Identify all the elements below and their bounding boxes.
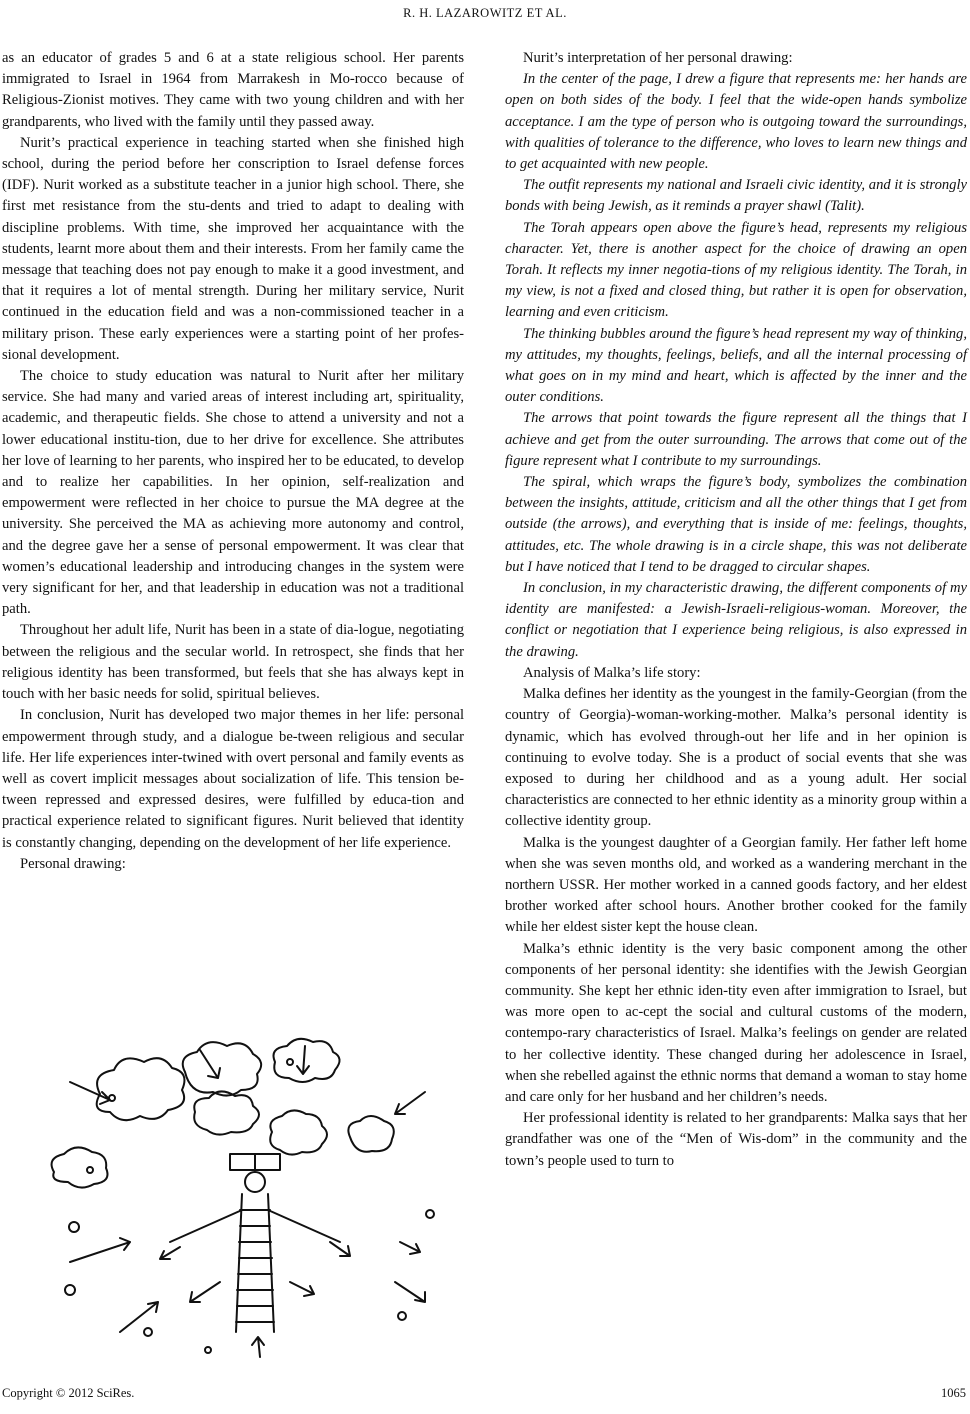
running-header: R. H. LAZAROWITZ ET AL. xyxy=(403,6,567,20)
right-paragraph: Analysis of Malka’s life story: xyxy=(523,664,701,681)
spiral-body xyxy=(236,1194,274,1332)
left-paragraph: Nurit’s practical experience in teaching started when she finished high school, during the period before her conscription to Israel defense forces (IDF). Nurit worked as a substitute teacher in a junior high school. There, she first met resistance from the stu-dents and tried to adapt to dealing with discipline problems. With time, she improved her acquaintance with the students, learnt more about them and their interests. From her family came the message that teaching does not pay enough to make it a good investment, and that it requires a lot of mental strength. During her military service, Nurit continued in the education field and was a non-commissioned teacher in a military prison. These early experiences were a starting point of her profes-sional development. xyxy=(2,134,464,363)
right-column xyxy=(505,48,967,1172)
thought-bubble xyxy=(348,1116,393,1152)
left-column xyxy=(2,48,464,875)
right-paragraph: In the center of the page, I drew a figure that represents me: her hands are open on both sides of the body. I feel that the wide-open hands symbolize acceptance. I am the type of person who is outgoing toward the surroundings, with qualities of tolerance to the difference, who loves to learn new things and to get acquainted with new people. xyxy=(505,71,967,173)
right-paragraph: Malka is the youngest daughter of a Georgian family. Her father left home when she was seven months old, and worked as a wandering merchant in the northern USSR. Her mother worked in a canned goods factory, and her eldest brother worked after school hours. Another brother cooked for the family while her eldest sister kept the house clean. xyxy=(505,834,967,936)
right-paragraph: The outfit represents my national and Israeli civic identity, and it is strongly bonds with being Jewish, as it reminds a prayer shawl (Talit). xyxy=(505,177,967,215)
left-paragraph: In conclusion, Nurit has developed two major themes in her life: personal empowerment through study, and a dialogue be-tween religious and secular life. Her life experiences inter-twined with overt personal and family events as well as covert implicit messages about socialization of life. This tension be-tween repressed and expressed desires, were fulfilled by educa-tion and practical experience related to significant figures. Nurit believed that identity is constantly changing, depending on the development of her life experience. xyxy=(2,707,464,851)
thought-bubble xyxy=(183,1042,261,1095)
figure-head xyxy=(245,1172,265,1192)
thought-bubble xyxy=(52,1147,108,1187)
left-paragraph: Throughout her adult life, Nurit has been in a state of dia-logue, negotiating between the religious and the secular world. In retrospect, she finds that her religious identity has been transformed, but feels that she has always kept in touch with her basic needs for solid, spiritual believes. xyxy=(2,622,464,703)
thought-bubble xyxy=(270,1110,327,1154)
right-arm xyxy=(268,1210,340,1242)
thought-bubble xyxy=(274,1039,340,1082)
left-paragraph: as an educator of grades 5 and 6 at a state religious school. Her parents immigrated to Israel in 1964 from Marrakesh in Mo-rocco because of Religious-Zionist motives. They came with two young children and with her grandparents, who lived with the family until they passed away. xyxy=(2,50,464,130)
right-paragraph: The Torah appears open above the figure’s head, represents my religious character. Yet, there is another aspect for the choice of drawing an open Torah. It reflects my inner negotia-tions of my religious identity. The Torah, in my view, is not a fixed and closed thing, but rather it is open for observation, learning and even criticism. xyxy=(505,219,967,321)
right-paragraph: The thinking bubbles around the figure’s head represent my way of thinking, my attitudes, my thoughts, feelings, beliefs, and all the internal processing of what goes on in my mind and heart, which is affected by the inner and the outer conditions. xyxy=(505,325,967,406)
left-arm xyxy=(170,1210,242,1242)
page-number: 1065 xyxy=(941,1386,966,1400)
arrows xyxy=(70,1046,425,1357)
right-paragraph: The arrows that point towards the figure represent all the things that I achieve and get from the outer surrounding. The arrows that come out of the figure represent what I contribute to my surroundings. xyxy=(505,410,967,469)
personal-drawing xyxy=(30,1032,450,1362)
right-paragraph: Malka’s ethnic identity is the very basic component among the other components of her personal identity: she identifies with the Jewish Georgian community. She kept her ethnic iden-tity even after immigration to Israel, but was more open to ac-cept the social and cultural customs of the modern, contempo-rary characteristics of Israel. Malka’s feelings on gender are related to her collective identity. These changed during her adolescence in Israel, when she rebelled against the ethnic norms that demand a woman to stay home and care only for her husband and her children’s needs. xyxy=(505,940,967,1105)
right-paragraph: Her professional identity is related to her grandparents: Malka says that her grandfather was one of the “Men of Wis-dom” in the community and the town’s people used to turn to xyxy=(505,1110,967,1169)
thought-bubble xyxy=(194,1091,259,1134)
left-paragraph: The choice to study education was natural to Nurit after her military service. She had many and varied areas of interest including art, spirituality, academic, and therapeutic fields. She chose to attend a university and not a lower educational institu-tion, due to her drive for excellence. She attributes her love of learning to her parents, who inspired her to be educated, to develop and to realize her capabilities. In her opinion, self-realization and empowerment were reflected in her choice to pursue the MA degree at the university. She perceived the MA as achieving more autonomy and control, and the degree gave her a sense of personal empowerment. It was clear that women’s educational leadership and introducing changes in the system were very significant for her, and that leadership in education was not a traditional path. xyxy=(2,368,464,618)
copyright-notice: Copyright © 2012 SciRes. xyxy=(2,1386,135,1400)
right-paragraph: Malka defines her identity as the youngest in the family-Georgian (from the country of Georgia)-woman-working-mother. Malka’s personal identity is dynamic, which has evolved through-out her life and in her opinion is continuing to evolve today. She is a product of social events that she was exposed to during her childhood and as a young adult. Her social characteristics are connected to her ethnic identity as a minority group within a collective identity group. xyxy=(505,686,967,830)
left-paragraph: Personal drawing: xyxy=(20,855,126,872)
right-paragraph: The spiral, which wraps the figure’s body, symbolizes the combination between the insights, attitude, criticism and all the other things that I get from outside (the arrows), and everything that is inside of me: feelings, thoughts, attitudes, etc. The whole drawing is in a circle shape, this was not deliberate but I have noticed that I tend to be dragged to circular shapes. xyxy=(505,474,967,575)
thought-bubble xyxy=(97,1058,185,1120)
right-paragraph: Nurit’s interpretation of her personal drawing: xyxy=(523,50,793,66)
right-paragraph: In conclusion, in my characteristic drawing, the different components of my identity are manifested: a Jewish-Israeli-religious-woman. Moreover, the conflict or negotiation that I experience being religious, is also expressed in the drawing. xyxy=(505,580,967,660)
